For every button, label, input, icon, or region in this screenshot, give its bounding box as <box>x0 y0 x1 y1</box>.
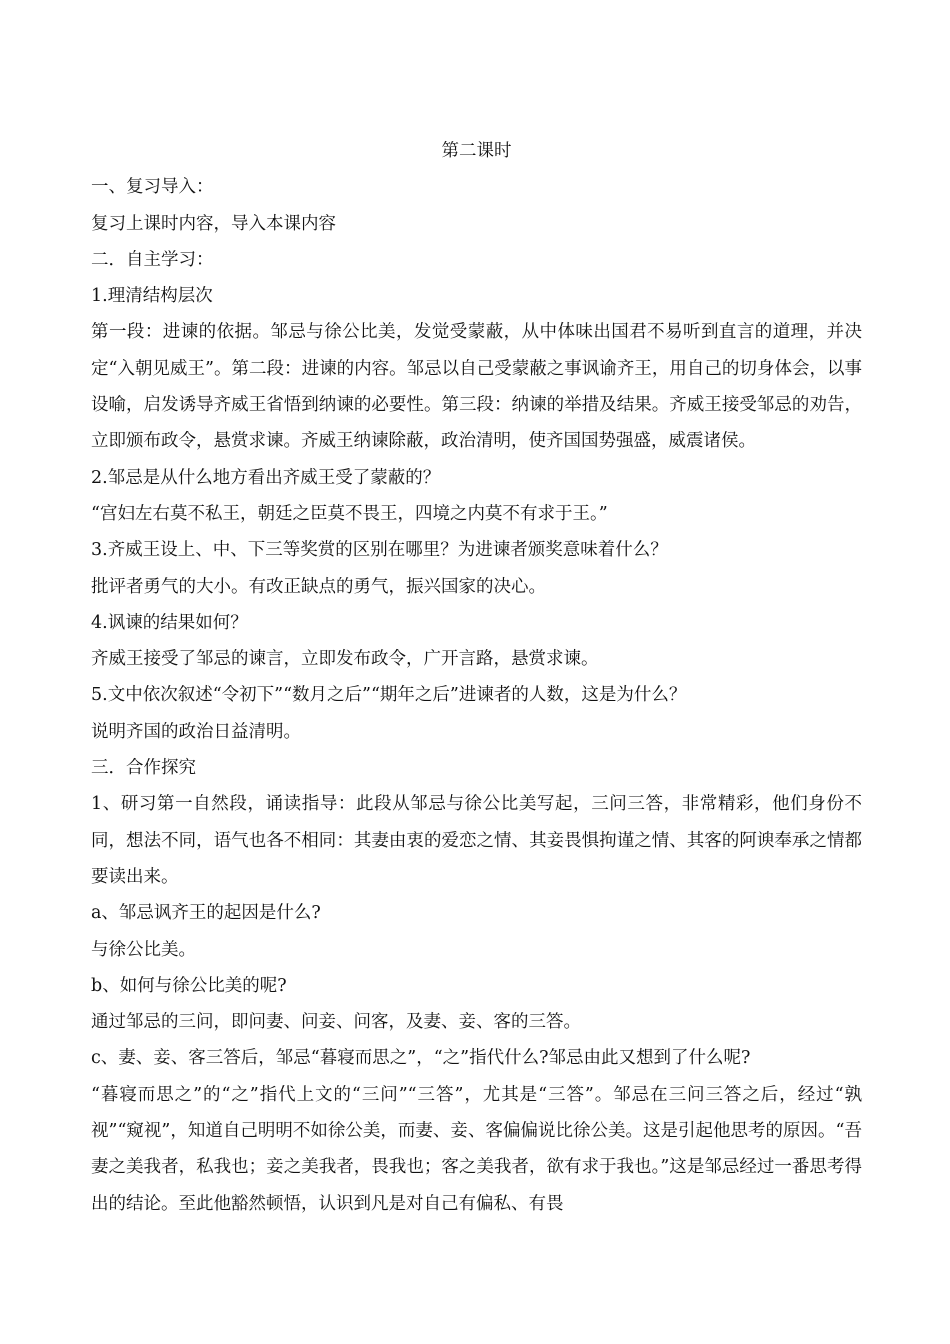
answer-2: “宫妇左右莫不私王，朝廷之臣莫不畏王，四境之内莫不有求于王。” <box>91 503 608 524</box>
question-4: 4.讽谏的结果如何？ <box>91 612 248 633</box>
heading-self-study: 二．自主学习： <box>91 249 214 270</box>
question-5: 5.文中依次叙述“令初下”“数月之后”“期年之后”进谏者的人数，这是为什么？ <box>91 685 687 706</box>
question-1-structure: 1.理清结构层次 <box>91 286 213 307</box>
question-a: a、邹忌讽齐王的起因是什么? <box>91 903 321 924</box>
paragraph-reading-guide: 1、研习第一自然段，诵读指导：此段从邹忌与徐公比美写起，三问三答，非常精彩，他们身份不同，想法不同，语气也各不相同：其妻由衷的爱恋之情、其妾畏惧拘谨之情、其客的阿谀奉承之情都要读出来。 <box>91 794 862 887</box>
paragraph-review-content: 复习上课时内容，导入本课内容 <box>91 213 336 234</box>
answer-b: 通过邹忌的三问，即问妻、问妾、问客，及妻、妾、客的三答。 <box>91 1012 581 1033</box>
heading-review-intro: 一、复习导入： <box>91 177 214 198</box>
question-2: 2.邹忌是从什么地方看出齐威王受了蒙蔽的？ <box>91 467 441 488</box>
paragraph-structure-summary: 第一段：进谏的依据。邹忌与徐公比美，发觉受蒙蔽，从中体味出国君不易听到直言的道理，并决定“入朝见威王”。第二段：进谏的内容。邹忌以自己受蒙蔽之事讽谕齐王，用自己的切身体会，以事设喻，启发诱导齐威王省悟到纳谏的必要性。第三段：纳谏的举措及结果。齐威王接受邹忌的劝告，立即颁布政令，悬赏求谏。齐威王纳谏除蔽，政治清明，使齐国国势强盛，威震诸侯。 <box>91 322 862 452</box>
question-c: c、妻、妾、客三答后，邹忌“暮寝而思之”，“之”指代什么?邹忌由此又想到了什么呢? <box>91 1048 751 1069</box>
answer-4: 齐威王接受了邹忌的谏言，立即发布政令，广开言路，悬赏求谏。 <box>91 649 599 670</box>
heading-cooperative-inquiry: 三．合作探究 <box>91 758 196 779</box>
page-title: 第二课时 <box>441 141 512 161</box>
question-3: 3.齐威王设上、中、下三等奖赏的区别在哪里？为进谏者颁奖意味着什么？ <box>91 540 668 561</box>
answer-c: “暮寝而思之”的“之”指代上文的“三问”“三答”，尤其是“三答”。邹忌在三问三答之后，经过“孰视”“窥视”，知道自己明明不如徐公美，而妻、妾、客偏偏说比徐公美。这是引起他思考的原因。“吾妻之美我者，私我也；妾之美我者，畏我也；客之美我者，欲有求于我也。”这是邹忌经过一番思考得出的结论。至此他豁然顿悟，认识到凡是对自己有偏私、有畏 <box>91 1084 862 1214</box>
question-b: b、如何与徐公比美的呢? <box>91 975 287 996</box>
answer-5: 说明齐国的政治日益清明。 <box>91 721 301 742</box>
answer-a: 与徐公比美。 <box>91 939 196 960</box>
answer-3: 批评者勇气的大小。有改正缺点的勇气，振兴国家的决心。 <box>91 576 546 597</box>
